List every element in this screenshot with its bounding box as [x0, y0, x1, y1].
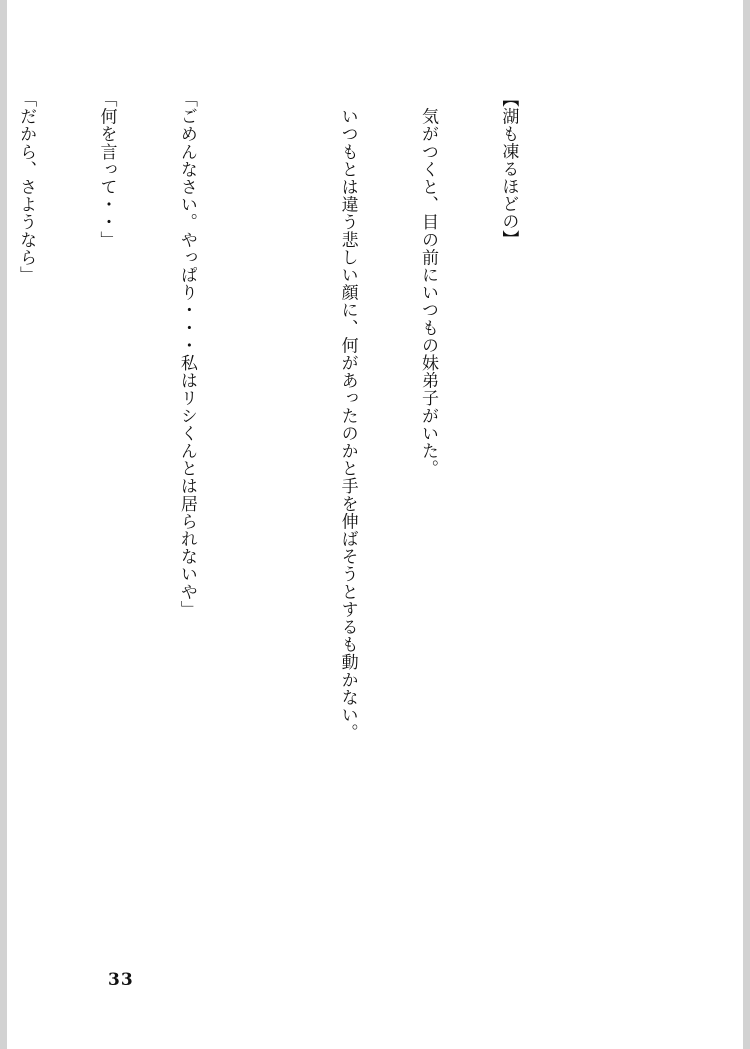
page-border-right — [743, 0, 750, 1049]
text-line: 「何を言って・・」 — [96, 90, 117, 249]
text-line: いつもとは違う悲しい顔に、何があったのかと手を伸ばそうとするも動かない。 — [337, 90, 358, 742]
text-line: 気がつくと、目の前にいつもの妹弟子がいた。 — [418, 90, 439, 478]
text-line: 「ごめんなさい。やっぱり・・・私はリシくんとは居られないや」 — [176, 90, 197, 618]
vertical-text-body — [0, 90, 575, 950]
text-line: 「だから、さようなら」 — [16, 90, 37, 284]
section-heading: 【湖も凍るほどの】 — [498, 90, 519, 248]
blank-line — [253, 90, 280, 950]
page-number: 33 — [108, 970, 134, 990]
